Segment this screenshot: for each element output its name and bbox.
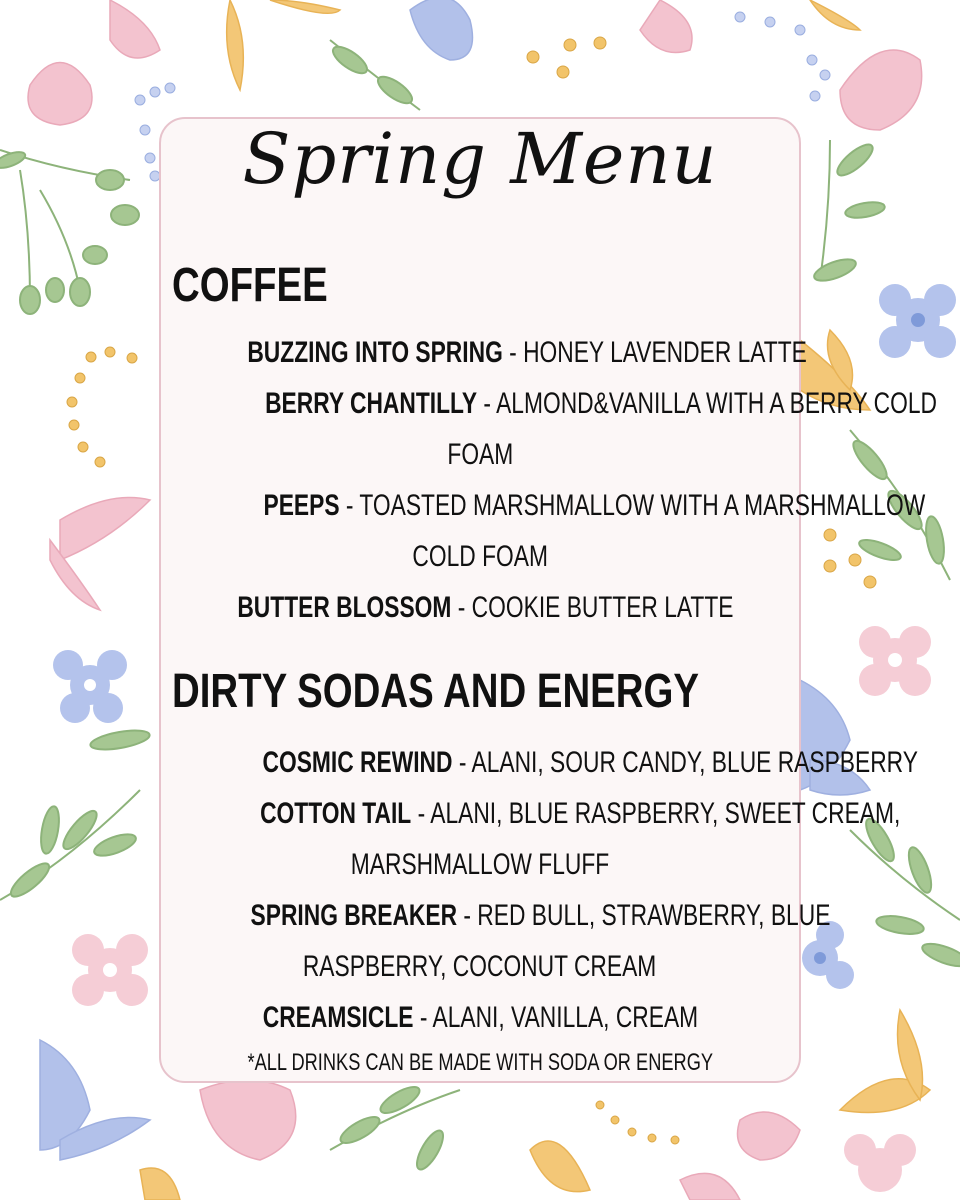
item-description: - TOASTED MARSHMALLOW WITH A MARSHMALLOW bbox=[339, 489, 926, 522]
menu-item-peeps bbox=[159, 486, 926, 526]
item-description: - ALANI, VANILLA, CREAM bbox=[413, 1001, 698, 1034]
footnote bbox=[159, 1046, 801, 1080]
menu-item-peeps-cont bbox=[159, 537, 801, 577]
item-name: SPRING BREAKER bbox=[250, 899, 458, 932]
menu-item-buzzing-into-spring bbox=[159, 333, 807, 373]
item-name: COTTON TAIL bbox=[260, 797, 412, 830]
item-description: - COOKIE BUTTER LATTE bbox=[451, 591, 734, 624]
menu-item-cosmic-rewind bbox=[159, 743, 918, 783]
menu-item-cotton-tail-cont bbox=[159, 845, 801, 885]
item-description-cont: RASPBERRY, COCONUT CREAM bbox=[303, 950, 657, 983]
item-description: - RED BULL, STRAWBERRY, BLUE bbox=[457, 899, 831, 932]
menu-item-creamsicle bbox=[159, 998, 801, 1038]
menu-item-berry-chantilly bbox=[159, 384, 938, 424]
item-description: - ALANI, BLUE RASPBERRY, SWEET CREAM, bbox=[411, 797, 901, 830]
menu-title: Spring Menu bbox=[242, 118, 718, 200]
item-name: BUTTER BLOSSOM bbox=[237, 591, 452, 624]
item-name: CREAMSICLE bbox=[262, 1001, 414, 1034]
item-description-cont: FOAM bbox=[447, 438, 513, 471]
item-description: - HONEY LAVENDER LATTE bbox=[502, 336, 807, 369]
menu-item-butter-blossom bbox=[159, 588, 801, 628]
menu-item-berry-chantilly-cont bbox=[159, 435, 801, 475]
item-name: BUZZING INTO SPRING bbox=[247, 336, 503, 369]
item-name: COSMIC REWIND bbox=[262, 746, 453, 779]
item-description: - ALANI, SOUR CANDY, BLUE RASPBERRY bbox=[452, 746, 918, 779]
section-heading-dirty-sodas: DIRTY SODAS AND ENERGY bbox=[172, 665, 700, 718]
menu-item-spring-breaker-cont bbox=[159, 947, 801, 987]
item-description: - ALMOND&VANILLA WITH A BERRY COLD bbox=[477, 387, 938, 420]
menu-item-spring-breaker bbox=[159, 896, 831, 936]
item-name: PEEPS bbox=[263, 489, 340, 522]
item-description-cont: MARSHMALLOW FLUFF bbox=[350, 848, 610, 881]
menu-item-cotton-tail bbox=[159, 794, 901, 834]
item-description-cont: COLD FOAM bbox=[412, 540, 548, 573]
item-name: BERRY CHANTILLY bbox=[265, 387, 478, 420]
section-heading-coffee: COFFEE bbox=[172, 259, 328, 312]
footnote-text: *ALL DRINKS CAN BE MADE WITH SODA OR ENERGY bbox=[247, 1049, 713, 1076]
